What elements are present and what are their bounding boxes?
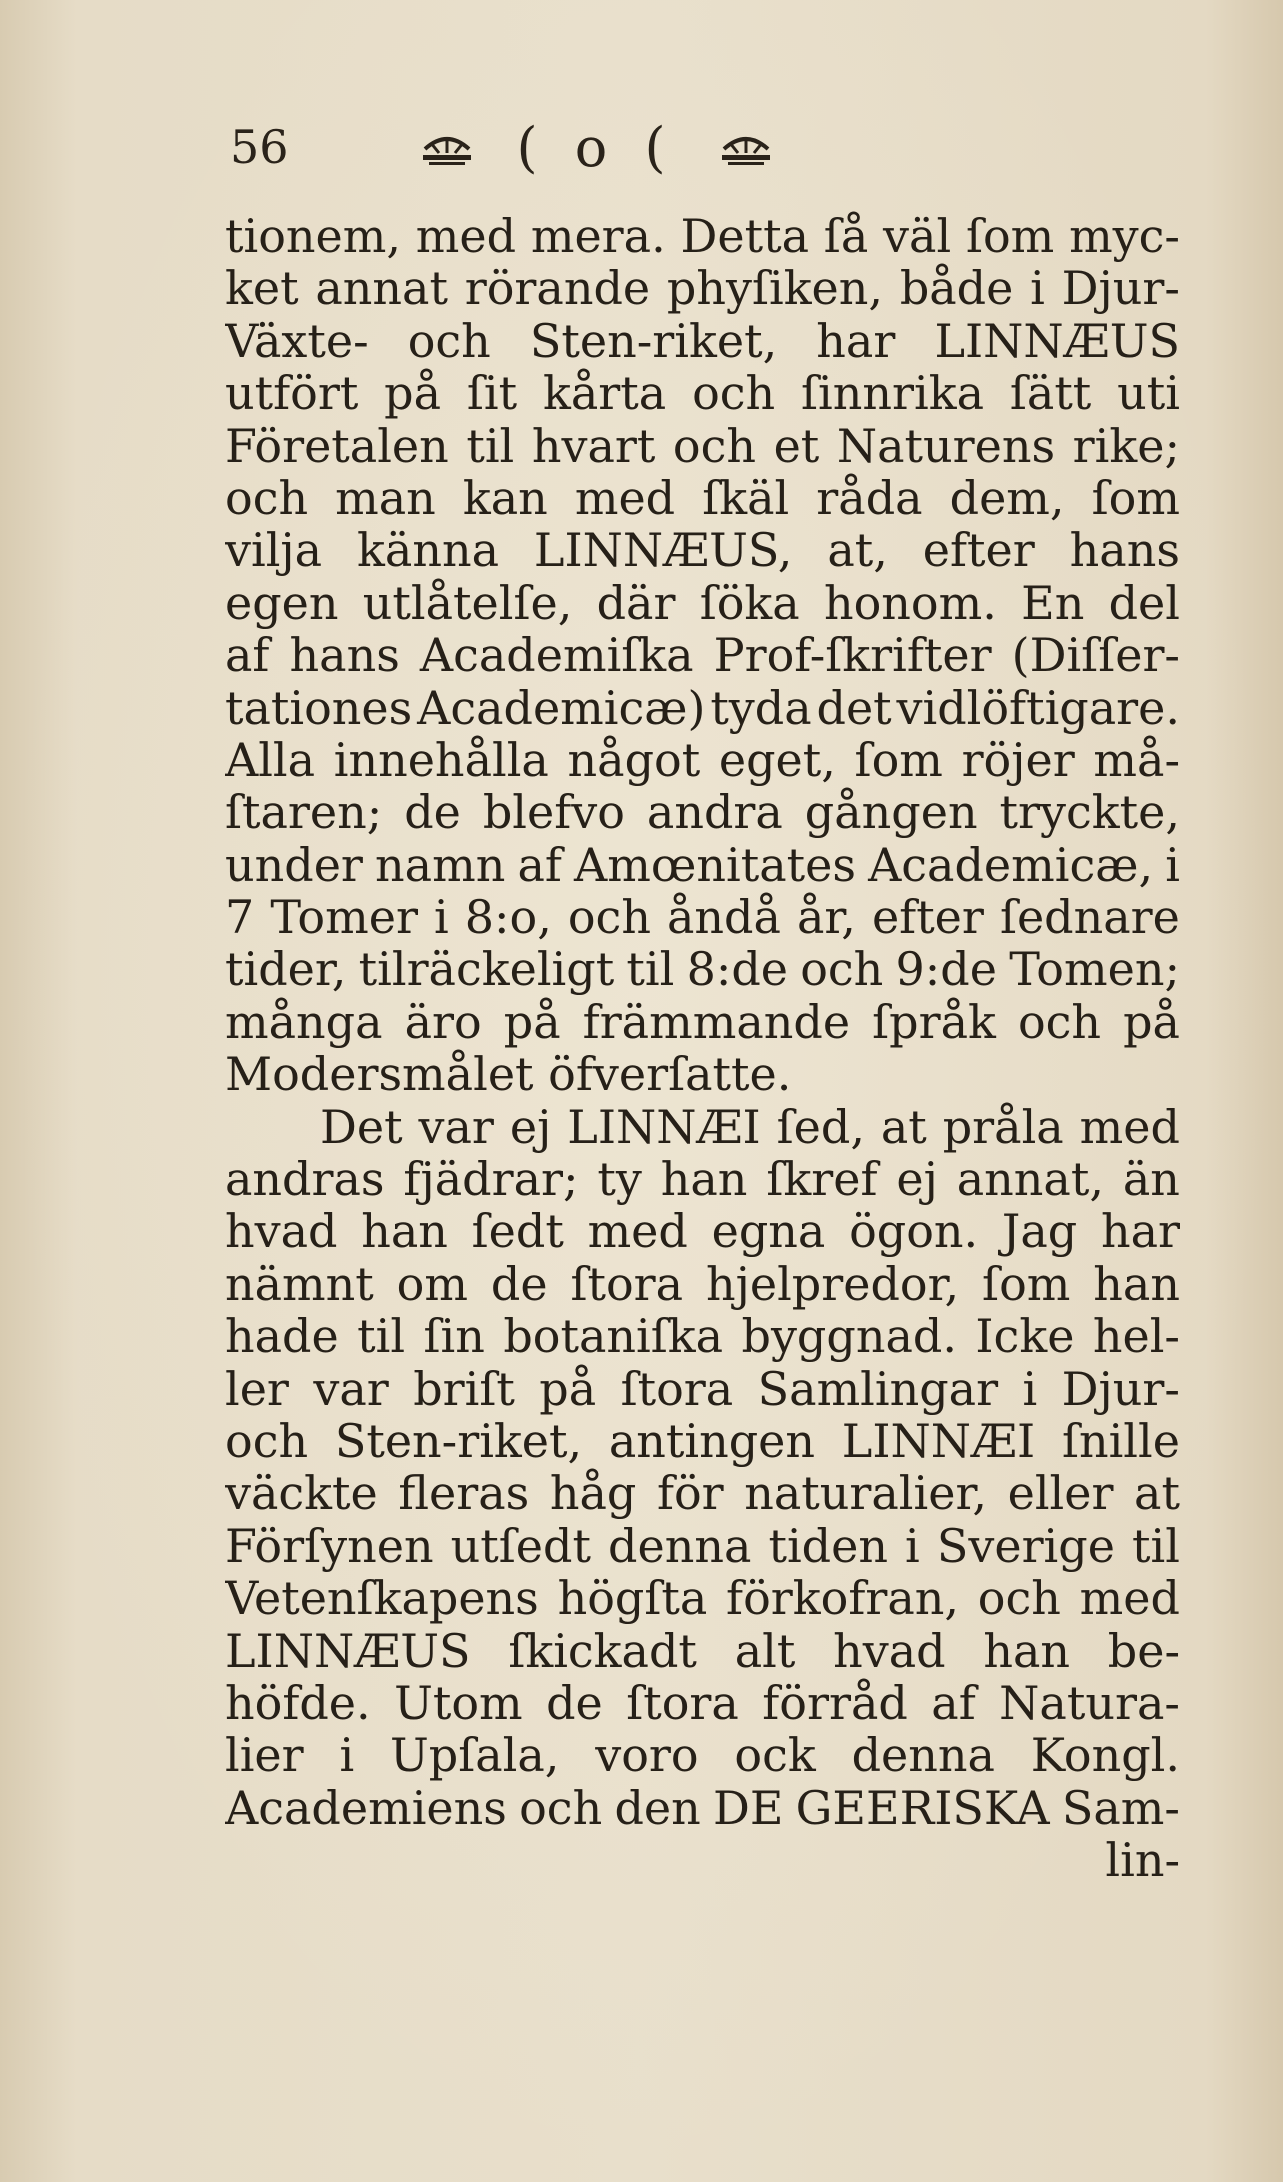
ornament-icon	[716, 127, 776, 167]
text-line: lier i Upſala, voro ock denna Kongl.	[225, 1729, 1180, 1782]
text-line: och man kan med ſkäl råda dem, ſom	[225, 471, 1180, 525]
text-line: nämnt om de ſtora hjelpredor, ſom han	[225, 1257, 1180, 1311]
text-line: ſtaren; de blefvo andra gången tryckte,	[225, 786, 1180, 839]
page-number: 56	[230, 120, 289, 174]
ornament-icon	[417, 127, 477, 167]
text-line: ket annat rörande phyſiken, både i Djur-	[225, 262, 1180, 315]
text-line: Vetenſkapens högſta förkofran, och med	[225, 1572, 1180, 1625]
text-line: af hans Academiſka Prof-ſkrifter (Diſſer-	[225, 629, 1180, 682]
text-line: och Sten-riket, antingen LINNÆI ſnille	[225, 1414, 1180, 1468]
text-line: 7 Tomer i 8:o, och åndå år, efter ſednare	[225, 891, 1180, 944]
text-line: många äro på främmande ſpråk och på	[225, 995, 1180, 1049]
text-line: hvad han ſedt med egna ögon. Jag har	[225, 1205, 1180, 1258]
text-line: Det var ej LINNÆI ſed, at pråla med	[320, 1100, 1180, 1154]
header-mark: ( o (	[516, 115, 676, 179]
text-line: Alla innehålla något eget, ſom röjer må-	[225, 733, 1180, 787]
text-line: Växte- och Sten-riket, har LINNÆUS	[225, 314, 1180, 368]
text-line: LINNÆUS ſkickadt alt hvad han be-	[225, 1624, 1180, 1677]
text-line: Företalen til hvart och et Naturens rike;	[225, 419, 1180, 472]
text-line: egen utlåtelſe, där ſöka honom. En del	[225, 576, 1180, 630]
text-line: Förſynen utſedt denna tiden i Sverige til	[225, 1519, 1180, 1573]
text-line: väckte fleras håg för naturalier, eller at	[225, 1467, 1180, 1520]
text-line: tationes Academicæ) tyda det vidlöftigare.	[225, 681, 1180, 734]
text-line: höfde. Utom de ſtora förråd af Natura-	[225, 1676, 1180, 1730]
body-text	[225, 210, 1180, 1887]
text-line: Modersmålet öfverſatte.	[225, 1048, 792, 1101]
text-line: tider, tilräckeligt til 8:de och 9:de Tomen;	[225, 943, 1180, 996]
text-line: under namn af Amœnitates Academicæ, i	[225, 838, 1180, 892]
text-line: vilja känna LINNÆUS, at, efter hans	[225, 524, 1180, 577]
text-line: hade til ſin botaniſka byggnad. Icke hel-	[225, 1310, 1180, 1363]
catchword: lin-	[1105, 1834, 1180, 1887]
text-line: andras fjädrar; ty han ſkref ej annat, än	[225, 1153, 1180, 1206]
page-header	[230, 102, 794, 192]
text-line: Academiens och den DE GEERISKA Sam-	[225, 1781, 1180, 1835]
text-line: utfört på ſit kårta och ſinnrika ſätt uti	[225, 367, 1180, 420]
text-line: tionem, med mera. Detta ſå väl ſom myc-	[225, 210, 1180, 263]
text-line: ler var briſt på ſtora Samlingar i Djur-	[225, 1362, 1180, 1415]
